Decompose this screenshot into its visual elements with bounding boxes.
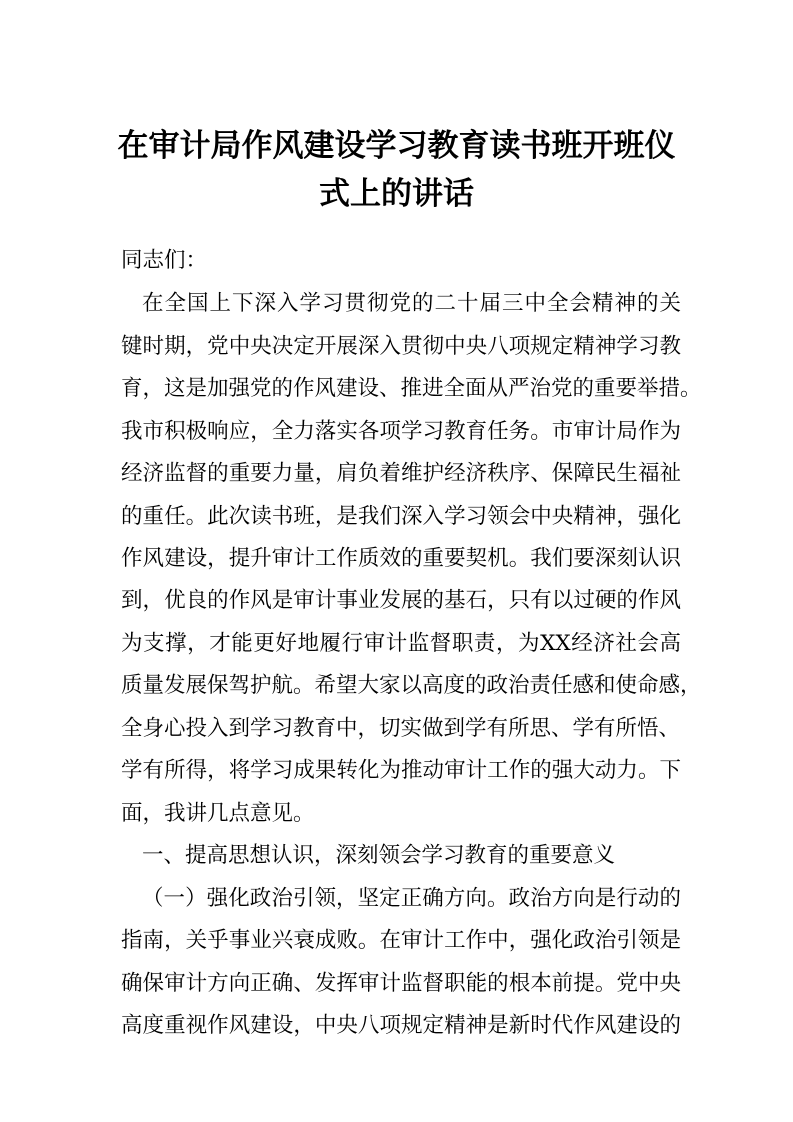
paragraph-line: 的重任。此次读书班，是我们深入学习领会中央精神，强化	[121, 504, 681, 529]
paragraph-line: 到，优良的作风是审计事业发展的基石，只有以过硬的作风	[121, 588, 681, 613]
paragraph-line: 键时期，党中央决定开展深入贯彻中央八项规定精神学习教	[121, 334, 681, 359]
paragraph-line: 育，这是加强党的作风建设、推进全面从严治党的重要举措。	[121, 376, 702, 401]
paragraph-line: 学有所得，将学习成果转化为推动审计工作的强大动力。下	[121, 758, 681, 783]
salutation: 同志们：	[121, 248, 208, 273]
paragraph-line: 确保审计方向正确、发挥审计监督职能的根本前提。党中央	[121, 971, 681, 996]
document-title-line-2: 式上的讲话	[319, 176, 474, 212]
paragraph-line: 在全国上下深入学习贯彻党的二十届三中全会精神的关	[142, 291, 681, 316]
paragraph-line: 为支撑，才能更好地履行审计监督职责，为XX经济社会高	[121, 631, 681, 656]
paragraph-line: 高度重视作风建设，中央八项规定精神是新时代作风建设的	[121, 1013, 681, 1038]
paragraph-line: 我市积极响应，全力落实各项学习教育任务。市审计局作为	[121, 419, 681, 444]
paragraph-line: 经济监督的重要力量，肩负着维护经济秩序、保障民生福祉	[121, 461, 681, 486]
paragraph-line: 全身心投入到学习教育中，切实做到学有所思、学有所悟、	[121, 716, 681, 741]
paragraph-line: 面，我讲几点意见。	[121, 801, 315, 826]
paragraph-line: 质量发展保驾护航。希望大家以高度的政治责任感和使命感，	[121, 673, 702, 698]
section-heading-1: 一、提高思想认识，深刻领会学习教育的重要意义	[142, 843, 616, 868]
paragraph-line: 指南，关乎事业兴衰成败。在审计工作中，强化政治引领是	[121, 928, 681, 953]
document-title-line-1: 在审计局作风建设学习教育读书班开班仪	[117, 128, 676, 164]
paragraph-line: （一）强化政治引领，坚定正确方向。政治方向是行动的	[142, 886, 681, 911]
paragraph-line: 作风建设，提升审计工作质效的重要契机。我们要深刻认识	[121, 546, 681, 571]
